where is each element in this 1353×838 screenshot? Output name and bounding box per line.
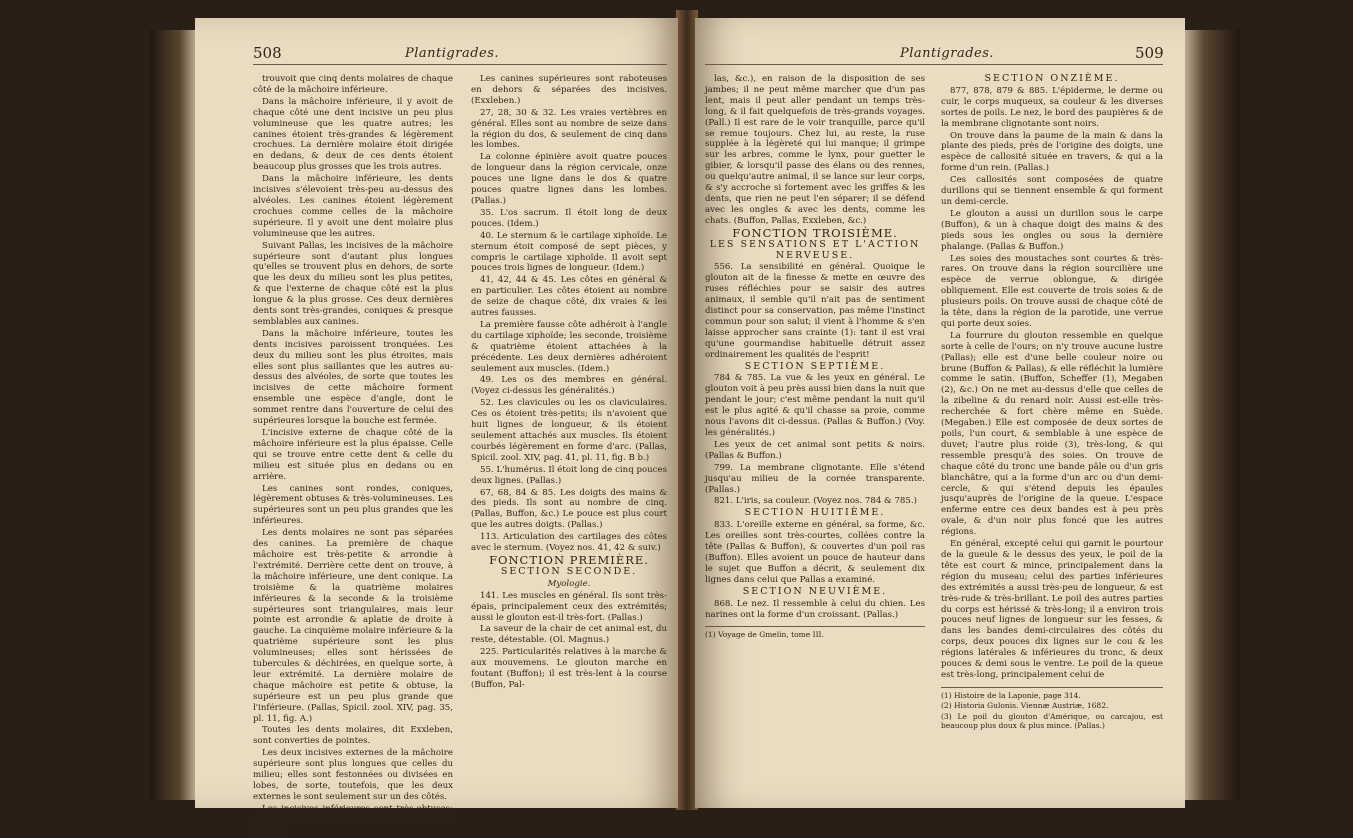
paragraph: 799. La membrane clignotante. Elle s'étend jusqu'au milieu de la cornée transparente. (Pallas.) bbox=[705, 462, 925, 495]
section-heading: SECTION SEPTIÈME. bbox=[744, 360, 886, 372]
right-page bbox=[695, 18, 1185, 808]
page-number: 508 bbox=[253, 44, 282, 62]
paragraph: 868. Le nez. Il ressemble à celui du chien. Les narines ont la forme d'un croissant. (Pallas.) bbox=[705, 598, 925, 620]
paragraph: Suivant Pallas, les incisives de la mâchoire supérieure sont d'autant plus longues qu'elles se trouvent plus en dehors, de sorte que les deux du milieu sont les plus petites, & que l'externe de chaque côté est la plus longue & la plus grosse. Ces deux dernières dents sont très-grandes, coniques & presque semblables aux canines. bbox=[253, 240, 453, 327]
footnote: (1) Voyage de Gmelin, tome III. bbox=[705, 630, 824, 640]
paragraph: Les deux incisives externes de la mâchoire supérieure sont plus longues que celles du milieu; elles sont festonnées ou divisées en lobes, de sorte, toutefois, que les deux externes le sont seulement sur un des côtés. bbox=[253, 748, 453, 802]
paragraph: Toutes les dents molaires, dit Exxleben, sont converties de pointes. bbox=[253, 725, 453, 747]
section-heading: LES SENSATIONS ET L'ACTION NERVEUSE. bbox=[709, 238, 921, 261]
paragraph: 41, 42, 44 & 45. Les côtes en général & en particulier. Les côtes étoient au nombre de seize de chaque côté, dix vraies & les autres fausses. bbox=[471, 275, 667, 319]
running-header: Plantigrades. bbox=[405, 46, 500, 61]
paragraph: On trouve dans la paume de la main & dans la plante des pieds, près de l'origine des doigts, une espèce de callosité située en travers, & qui a la forme d'un rein. (Pallas.) bbox=[941, 130, 1163, 174]
paragraph: 784 & 785. La vue & les yeux en général. Le glouton voit à peu près aussi bien dans la nuit que pendant le jour; c'est même pendant la nuit qu'il est le plus agité & qu'il chasse sa proie, comme nous l'avons dit ci-dessus. (Pallas & Buffon.) (Voy. les généralités.) bbox=[705, 373, 925, 438]
paragraph: las, &c.), en raison de la disposition de ses jambes; il ne peut même marcher que d'un pas lent, mais il peut aller pendant un temps très-long, & il fait quelquefois de très-grands voyages. (Pall.) Il est rare de le voir tranquille, parce qu'il se remue toujours. Chez lui, au reste, la ruse supplée à la légèreté qui lui manque; il grimpe sur les arbres, comme le lynx, pour guetter le gibier, & lorsqu'il passe des élans ou des rennes, ou quelqu'autre animal, il se lance sur leur corps, & s'y accroche si fortement avec les griffes & les dents, que rien ne peut l'en séparer; il se défend avec les ongles & avec les dents, comme les chats. (Buffon, Pallas, Exxleben, &c.) bbox=[705, 74, 925, 226]
paragraph: 35. L'os sacrum. Il étoit long de deux pouces. (Idem.) bbox=[471, 207, 667, 229]
paragraph: trouvoit que cinq dents molaires de chaque côté de la mâchoire inférieure. bbox=[253, 74, 453, 95]
paragraph: La première fausse côte adhéroit à l'angle du cartilage xiphoïde; les seconde, troisième & quatrième étoient attachées à la précédente. Les deux dernières adhéroient seulement aux muscles. (Idem.) bbox=[471, 319, 667, 374]
paragraph: 225. Particularités relatives à la marche & aux mouvemens. Le glouton marche en foutant (Buffon); il est très-lent à la course (Buffon, Pal- bbox=[471, 647, 667, 690]
paragraph: 52. Les clavicules ou les os claviculaires. Ces os étoient très-petits; ils n'avoient que huit lignes de longueur, & ils étoient seulement attachés aux muscles. Ils étoient courbés légèrement en forme d'arc. (Pallas, Spicil. zool. XIV, pag. 41, pl. 11, fig. B b.) bbox=[471, 398, 667, 463]
right-column-1 bbox=[705, 74, 925, 641]
paragraph: Dans la mâchoire inférieure, toutes les dents incisives paroissent tronquées. Les deux du milieu sont les plus étroites, mais elles sont plus saillantes que les autres au-dessus des alvéoles, de sorte que toutes les incisives de cette mâchoire forment ensemble une espèce d'angle, dont le sommet rentre dans l'ouverture de celui des supérieures lorsque la bouche est fermée. bbox=[253, 328, 453, 427]
function-heading: FONCTION PREMIÈRE. bbox=[489, 552, 649, 567]
paragraph: Les soies des moustaches sont courtes & très-rares. On trouve dans la région sourcilière une espèce de verrue oblongue, & dirigée obliquement. Elle est couverte de trois soies & de plusieurs poils. On trouve aussi de chaque côté de la tête, dans la région de la parotide, une verrue qui porte deux soies. bbox=[941, 253, 1163, 329]
header-rule bbox=[253, 64, 667, 65]
paragraph: Ces callosités sont composées de quatre durillons qui se tiennent ensemble & qui forment un demi-cercle. bbox=[941, 175, 1163, 207]
footnote: (1) Histoire de la Laponie, page 314. bbox=[941, 690, 1081, 700]
running-header: Plantigrades. bbox=[900, 46, 995, 61]
footnote: (3) Le poil du glouton d'Amérique, ou carcajou, est beaucoup plus doux & plus mince. (Pallas.) bbox=[941, 711, 1163, 731]
page-number: 509 bbox=[1135, 44, 1164, 62]
paragraph: L'incisive externe de chaque côté de la mâchoire inférieure est la plus épaisse. Celle qui se trouve entre cette dent & celle du milieu est située plus en dedans ou en arrière. bbox=[253, 428, 453, 482]
paragraph: 67, 68, 84 & 85. Les doigts des mains & des pieds. Ils sont au nombre de cinq. (Pallas, Buffon, &c.) Le pouce est plus court que les autres doigts. (Pallas.) bbox=[471, 487, 667, 531]
paragraph: Dans la mâchoire inférieure, les dents incisives s'élevoient très-peu au-dessus des alvéoles. Les canines étoient légèrement crochues comme celles de la mâchoire supérieure. Il y avoit une dent molaire plus volumineuse que les autres. bbox=[253, 174, 453, 239]
paragraph: En général, excepté celui qui garnit le pourtour de la gueule & le dessus des yeux, le poil de la tête est court & mince, principalement dans la région du museau; celui des parties inférieures des extrémités a aussi très-peu de longueur, & est très-rude & très-brillant. Le poil des autres parties du corps est hérissé & très-long; il a environ trois pouces neuf lignes de longueur sur les fesses, & dans les bandes demi-circulaires des côtés du corps, deux pouces dix lignes sur le cou & les régions latérales & inférieures du tronc, & deux pouces & demi sous le ventre. Le poil de la queue est très-long, principalement celui de bbox=[941, 539, 1163, 680]
right-column-2 bbox=[941, 74, 1163, 732]
paragraph: La fourrure du glouton ressemble en quelque sorte à celle de l'ours; on n'y trouve aucune lustre (Pallas); elle est d'une belle couleur noire ou brune (Buffon & Pallas), & elle réfléchit la lumière comme le satin. (Buffon, Scheffer (1), Megaben (2), &c.) On ne met au-dessus d'elle que celles de la zibeline & du renard noir. Aussi est-elle très-recherchée & fort chère même en Suède. (Megaben.) Elle est composée de deux sortes de poils, l'un court, & semblable à une espèce de duvet; l'autre plus roide (3), très-long, & qui ressemble presqu'à des soies. On trouve de chaque côté du tronc une bande pâle ou d'un gris blanchâtre, qui a la forme d'un arc ou d'un demi-cercle, & qui s'étend depuis les épaules jusqu'auprès de l'origine de la queue. L'espace enferme entre ces deux bandes est à peu près ovale, & d'un noir plus foncé que les autres régions. bbox=[941, 330, 1163, 538]
paragraph: Dans la mâchoire inférieure, il y avoit de chaque côté une dent incisive un peu plus volumineuse que les quatre autres; les canines étoient très-grandes & légèrement crochues. La dernière molaire étoit dirigée en dedans, & deux de ces dents étoient beaucoup plus grosses que les trois autres. bbox=[253, 96, 453, 173]
footnotes bbox=[941, 687, 1163, 731]
paragraph: 55. L'humérus. Il étoit long de cinq pouces deux lignes. (Pallas.) bbox=[471, 464, 667, 486]
paragraph: Les yeux de cet animal sont petits & noirs. (Pallas & Buffon.) bbox=[705, 439, 925, 461]
paragraph: 27, 28, 30 & 32. Les vraies vertèbres en général. Elles sont au nombre de seize dans la région du dos, & seulement de cinq dans les lombes. bbox=[471, 107, 667, 151]
paragraph: 821. L'iris, sa couleur. (Voyez nos. 784 & 785.) bbox=[714, 496, 917, 507]
right-page-edges bbox=[1180, 30, 1240, 800]
paragraph: La colonne épinière avoit quatre pouces de longueur dans la région cervicale, onze pouces une ligne dans le dos & quatre pouces quatre lignes dans les lombes. (Pallas.) bbox=[471, 152, 667, 206]
left-column-2 bbox=[471, 74, 667, 692]
paragraph: 49. Les os des membres en général. (Voyez ci-dessus les généralités.) bbox=[471, 375, 667, 397]
paragraph: 877, 878, 879 & 885. L'épiderme, le derme ou cuir, le corps muqueux, sa couleur & les diverses sortes de poils. Le nez, le bord des paupières & de la membrane clignotante sont noirs. bbox=[941, 85, 1163, 129]
paragraph: La saveur de la chair de cet animal est, du reste, détestable. (Ol. Magnus.) bbox=[471, 624, 667, 646]
paragraph: Les incisives inférieures sont très-obtuses; deux sont situées plus en dedans que les autres. bbox=[253, 803, 453, 836]
paragraph: 141. Les muscles en général. Ils sont très-épais, principalement ceux des extrémités; aussi le glouton est-il très-fort. (Pallas.) bbox=[471, 590, 667, 623]
paragraph: Les dents molaires ne sont pas séparées des canines. La première de chaque mâchoire est très-petite & arrondie à l'extrémité. Derrière cette dent on trouve, à la mâchoire inférieure, une dent conique. La troisième & la quatrième molaires inférieures & la seconde & la troisième supérieures sont triangulaires, mais leur pointe est arrondie & aplatie de droite à gauche. La cinquième molaire inférieure & la quatrième supérieure sont les plus volumineuses; elles sont hérissées de tubercules & déchirées, en quelque sorte, à leur extrémité. La dernière molaire de chaque mâchoire est petite & obtuse, la supérieure est un peu plus grande que l'inférieure. (Pallas, Spicil. zool. XIV, pag. 35, pl. 11, fig. A.) bbox=[253, 528, 453, 724]
section-heading: SECTION HUITIÈME. bbox=[744, 507, 886, 519]
paragraph: 40. Le sternum & le cartilage xiphoïde. Le sternum étoit composé de sept pièces, y compris le cartilage xiphoïde. Il avoit sept pouces trois lignes de longueur. (Idem.) bbox=[471, 230, 667, 274]
section-heading: SECTION NEUVIÈME. bbox=[742, 585, 888, 597]
function-heading: FONCTION TROISIÈME. bbox=[732, 225, 898, 240]
paragraph: Le glouton a aussi un durillon sous le carpe (Buffon), & un à chaque doigt des mains & des pieds sous les ongles ou sous la dernière phalange. (Pallas & Buffon.) bbox=[941, 208, 1163, 252]
section-heading: SECTION SECONDE. bbox=[500, 565, 638, 577]
left-page bbox=[195, 18, 678, 836]
paragraph: Les canines sont rondes, coniques, légèrement obtuses & très-volumineuses. Les supérieures sont un peu plus grandes que les inférieures. bbox=[253, 483, 453, 527]
paragraph: 833. L'oreille externe en général, sa forme, &c. Les oreilles sont très-courtes, collées contre la tête (Pallas & Buffon), & couvertes d'un poil ras (Buffon). Elles avoient un pouce de hauteur dans le sujet que Buffon a décrit, & seulement dix lignes dans celui que Pallas a examiné. bbox=[705, 520, 925, 585]
paragraph: Les canines supérieures sont raboteuses en dehors & séparées des incisives. (Exxleben.) bbox=[471, 74, 667, 106]
footnotes bbox=[705, 626, 925, 640]
header-rule bbox=[705, 64, 1163, 65]
paragraph: 113. Articulation des cartilages des côtes avec le sternum. (Voyez nos. 41, 42 & suiv.) bbox=[471, 532, 667, 554]
left-page-edges bbox=[150, 30, 200, 800]
paragraph: 556. La sensibilité en général. Quoique le glouton ait de la finesse & mette en œuvre des ruses réfléchies pour se saisir des autres animaux, il semble qu'il n'ait pas de sentiment distinct pour sa conservation, pas même l'instinct commun pour son salut; il vient à l'homme & s'en laisse approcher sans crainte (1): tant il est vrai qu'une gourmandise habituelle détruit assez ordinairement les qualités de l'esprit! bbox=[705, 262, 925, 360]
section-heading: SECTION ONZIÈME. bbox=[984, 73, 1120, 84]
footnote: (2) Historia Gulonis. Viennæ Austriæ, 1682. bbox=[941, 701, 1109, 711]
left-column-1 bbox=[253, 74, 453, 838]
subsection-heading: Myologie. bbox=[547, 578, 591, 589]
